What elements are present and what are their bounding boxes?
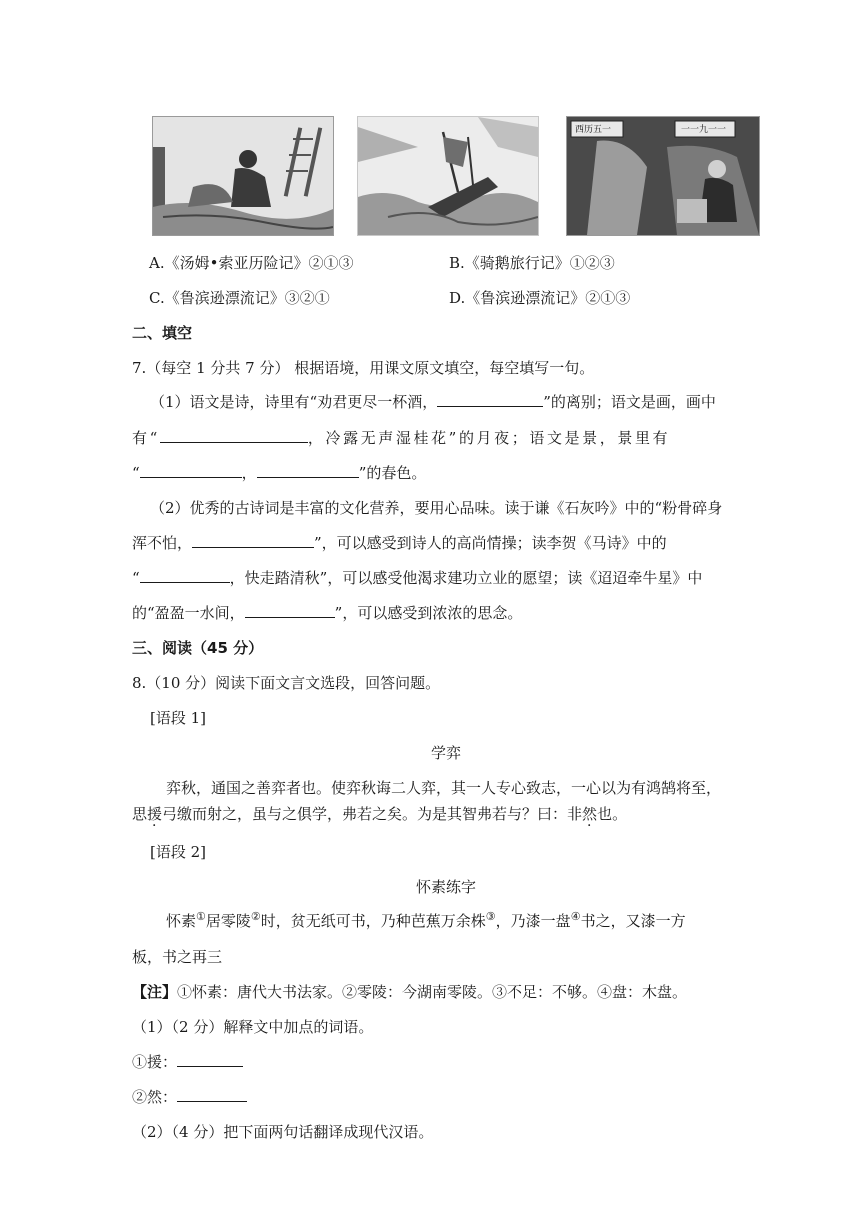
- segment-1-line1: 弈秋，通国之善弈者也。使弈秋诲二人弈，其一人专心致志，一心以为有鸿鹄将至，: [166, 779, 722, 797]
- blank: [437, 392, 543, 407]
- text: 弓缴而射之，虽与之俱学，弗若之矣。为是其智弗若与？曰：非: [162, 805, 583, 823]
- blank: [140, 463, 242, 478]
- option-c: C.《鲁滨逊漂流记》③②①: [149, 289, 330, 307]
- footnote-mark: ③: [485, 910, 496, 923]
- blank: [160, 428, 308, 443]
- q8-sub2: （2）（4 分）把下面两句话翻译成现代汉语。: [132, 1123, 434, 1141]
- text: 的“盈盈一水间，: [132, 604, 245, 622]
- blank: [257, 463, 359, 478]
- footnote-mark: ②: [250, 910, 261, 923]
- text: 思: [132, 805, 148, 823]
- section-title-reading: 三、阅读（45 分）: [132, 639, 264, 657]
- text: ”的离别；语文是画，画中: [543, 393, 716, 411]
- text: 也。: [597, 805, 628, 823]
- segment-2-title: 怀素练字: [415, 878, 476, 896]
- text: ，: [241, 464, 257, 482]
- segment-1-label: [语段 1]: [150, 709, 207, 727]
- footnote-mark: ④: [570, 910, 581, 923]
- annotation-note: [132, 981, 687, 1002]
- q7-p1-line1: [150, 391, 716, 412]
- segment-2-line2: 板，书之再三: [132, 948, 223, 966]
- dotted-word-yuan: 援: [147, 805, 163, 823]
- q7-p2-line1: （2）优秀的古诗词是丰富的文化营养，要用心品味。读于谦《石灰吟》中的“粉骨碎身: [150, 499, 723, 517]
- text: ”的春色。: [358, 464, 427, 482]
- q7-p2-line2: [132, 532, 667, 553]
- segment-1-title: 学弈: [430, 744, 461, 762]
- blank: [177, 1087, 247, 1102]
- q8-intro: 8.（10 分）阅读下面文言文选段，回答问题。: [132, 674, 441, 692]
- text: 书之，又漆一方: [580, 912, 686, 930]
- text: （1）语文是诗，诗里有“劝君更尽一杯酒，: [150, 393, 438, 411]
- segment-2-label: [语段 2]: [150, 843, 207, 861]
- blank: [140, 568, 230, 583]
- illustration-2: [357, 116, 539, 236]
- segment-1-line2: [132, 803, 627, 824]
- text: ”，可以感受到浓浓的思念。: [334, 604, 523, 622]
- blank: [192, 533, 314, 548]
- dotted-word-ran: 然: [582, 805, 598, 823]
- note-label: 【注】: [132, 983, 178, 1001]
- option-d: D.《鲁滨逊漂流记》②①③: [449, 289, 631, 307]
- text: “: [132, 464, 140, 482]
- footnote-mark: ①: [196, 910, 206, 923]
- text: ①援：: [132, 1053, 178, 1071]
- text: 浑不怕，: [132, 534, 193, 552]
- q7-p2-line3: [132, 567, 702, 588]
- text: 有“: [132, 429, 160, 447]
- text: 怀素: [166, 912, 197, 930]
- q8-sub1-a: [132, 1051, 243, 1072]
- q8-sub1-b: [132, 1086, 247, 1107]
- q7-p1-line2: [132, 427, 670, 448]
- option-a: A.《汤姆•索亚历险记》②①③: [149, 254, 354, 272]
- text: ，乃漆一盘: [495, 912, 571, 930]
- blank: [245, 603, 335, 618]
- text: ”，可以感受到诗人的高尚情操；读李贺《马诗》中的: [314, 534, 667, 552]
- q7-p2-line4: [132, 602, 522, 623]
- illustration-3-caption-a: 西历五一: [575, 125, 612, 135]
- illustration-3-caption-b: 一一九一一: [681, 125, 727, 135]
- option-b: B.《骑鹅旅行记》①②③: [449, 254, 615, 272]
- text: “: [132, 569, 140, 587]
- text: ，快走踏清秋”，可以感受他渴求建功立业的愿望；读《迢迢牵牛星》中: [229, 569, 703, 587]
- text: ②然：: [132, 1088, 178, 1106]
- text: ，冷露无声湿桂花”的月夜；语文是景，景里有: [307, 429, 671, 447]
- note-text: ①怀素：唐代大书法家。②零陵：今湖南零陵。③不足：不够。④盘：木盘。: [177, 983, 688, 1001]
- q7-p1-line3: [132, 462, 426, 483]
- q7-intro: 7.（每空 1 分共 7 分） 根据语境，用课文原文填空，每空填写一句。: [132, 359, 595, 377]
- text: 时，贫无纸可书，乃种芭蕉万余株: [260, 912, 486, 930]
- segment-2-line1: [166, 910, 686, 931]
- blank: [177, 1052, 243, 1067]
- q8-sub1: （1）（2 分）解释文中加点的词语。: [132, 1018, 374, 1036]
- text: 居零陵: [205, 912, 251, 930]
- illustration-3: [566, 116, 760, 236]
- illustration-1: [152, 116, 334, 236]
- section-title-fill-blank: 二、填空: [132, 324, 193, 342]
